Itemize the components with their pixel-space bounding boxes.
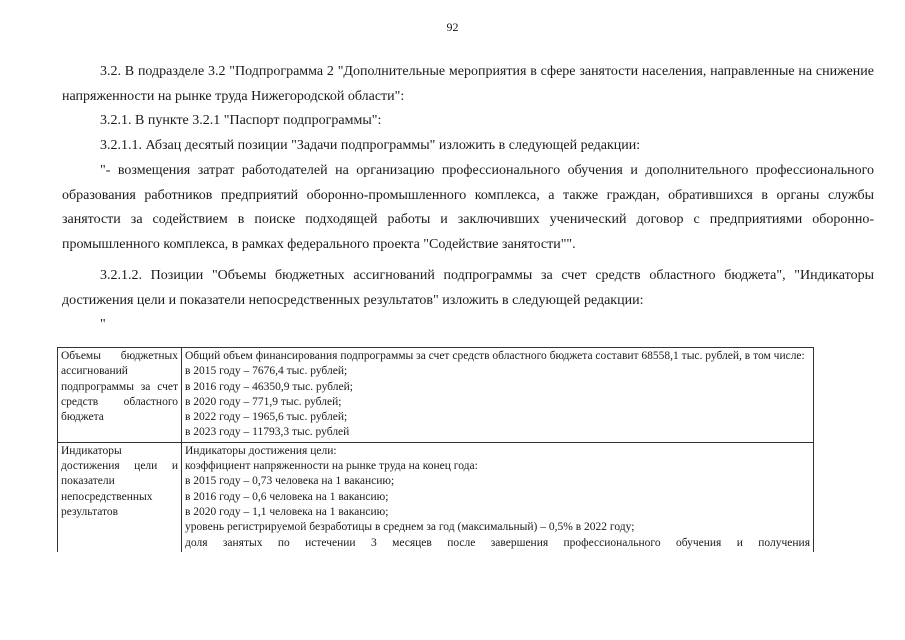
- paragraph-quote-tasks: "- возмещения затрат работодателей на организацию профессионального обучения и дополнительного профессионального образования работников предприятий оборонно-промышленного комплекса, а также граждан, обратившихся в органы службы занятости за содействием в поиске подходящей работы и заключивших ученический договор с предприятиями оборонно-промышленного комплекса, в рамках федерального проекта "Содействие занятости"".: [62, 163, 874, 252]
- indicator-2015: в 2015 году – 0,73 человека на 1 вакансию;: [185, 475, 395, 488]
- paragraph-3-2: 3.2. В подразделе 3.2 "Подпрограмма 2 "Дополнительные мероприятия в сфере занятости населения, направленные на снижение напряженности на рынке труда Нижегородской области":: [62, 64, 874, 104]
- table-row-budget: [58, 348, 814, 443]
- table-cell-indicators-content: [182, 442, 814, 552]
- budget-line-2016: в 2016 году – 46350,9 тыс. рублей;: [185, 380, 353, 393]
- indicator-employed-share: доля занятых по истечении 3 месяцев после завершения профессионального обучения и получения: [185, 536, 810, 549]
- table-cell-budget-content: [182, 348, 814, 443]
- table-cell-budget-label: Объемы бюджетных ассигнований подпрограммы за счет средств областного бюджета: [58, 348, 182, 443]
- indicator-2020: в 2020 году – 1,1 человека на 1 вакансию;: [185, 505, 389, 518]
- budget-line-2022: в 2022 году – 1965,6 тыс. рублей;: [185, 411, 348, 424]
- indicator-tension-coefficient: коэффициент напряженности на рынке труда на конец года:: [185, 460, 478, 473]
- budget-line-2020: в 2020 году – 771,9 тыс. рублей;: [185, 395, 342, 408]
- indicator-unemployment-level: уровень регистрируемой безработицы в среднем за год (максимальный) – 0,5% в 2022 году;: [185, 521, 635, 534]
- budget-line-2023: в 2023 году – 11793,3 тыс. рублей: [185, 426, 350, 439]
- page-number: 92: [446, 20, 459, 34]
- budget-line-total: Общий объем финансирования подпрограммы за счет средств областного бюджета составит 68558,1 тыс. рублей, в том числе:: [185, 350, 805, 362]
- opening-quote-mark: ": [100, 317, 106, 332]
- paragraph-3-2-1-2: 3.2.1.2. Позиции "Объемы бюджетных ассигнований подпрограммы за счет средств областного бюджета", "Индикаторы достижения цели и показатели непосредственных результатов" изложить в следующей редакции:: [62, 268, 874, 308]
- indicator-2016: в 2016 году – 0,6 человека на 1 вакансию;: [185, 490, 389, 503]
- table-row-indicators: [58, 442, 814, 552]
- paragraph-3-2-1: 3.2.1. В пункте 3.2.1 "Паспорт подпрограммы":: [100, 113, 382, 128]
- indicators-heading: Индикаторы достижения цели:: [185, 444, 337, 457]
- paragraph-3-2-1-1: 3.2.1.1. Абзац десятый позиции "Задачи подпрограммы" изложить в следующей редакции:: [100, 138, 641, 153]
- passport-table: [57, 347, 814, 552]
- budget-line-2015: в 2015 году – 7676,4 тыс. рублей;: [185, 365, 348, 378]
- table-cell-indicators-label: Индикаторы достижения цели и показатели непосредственных результатов: [58, 442, 182, 552]
